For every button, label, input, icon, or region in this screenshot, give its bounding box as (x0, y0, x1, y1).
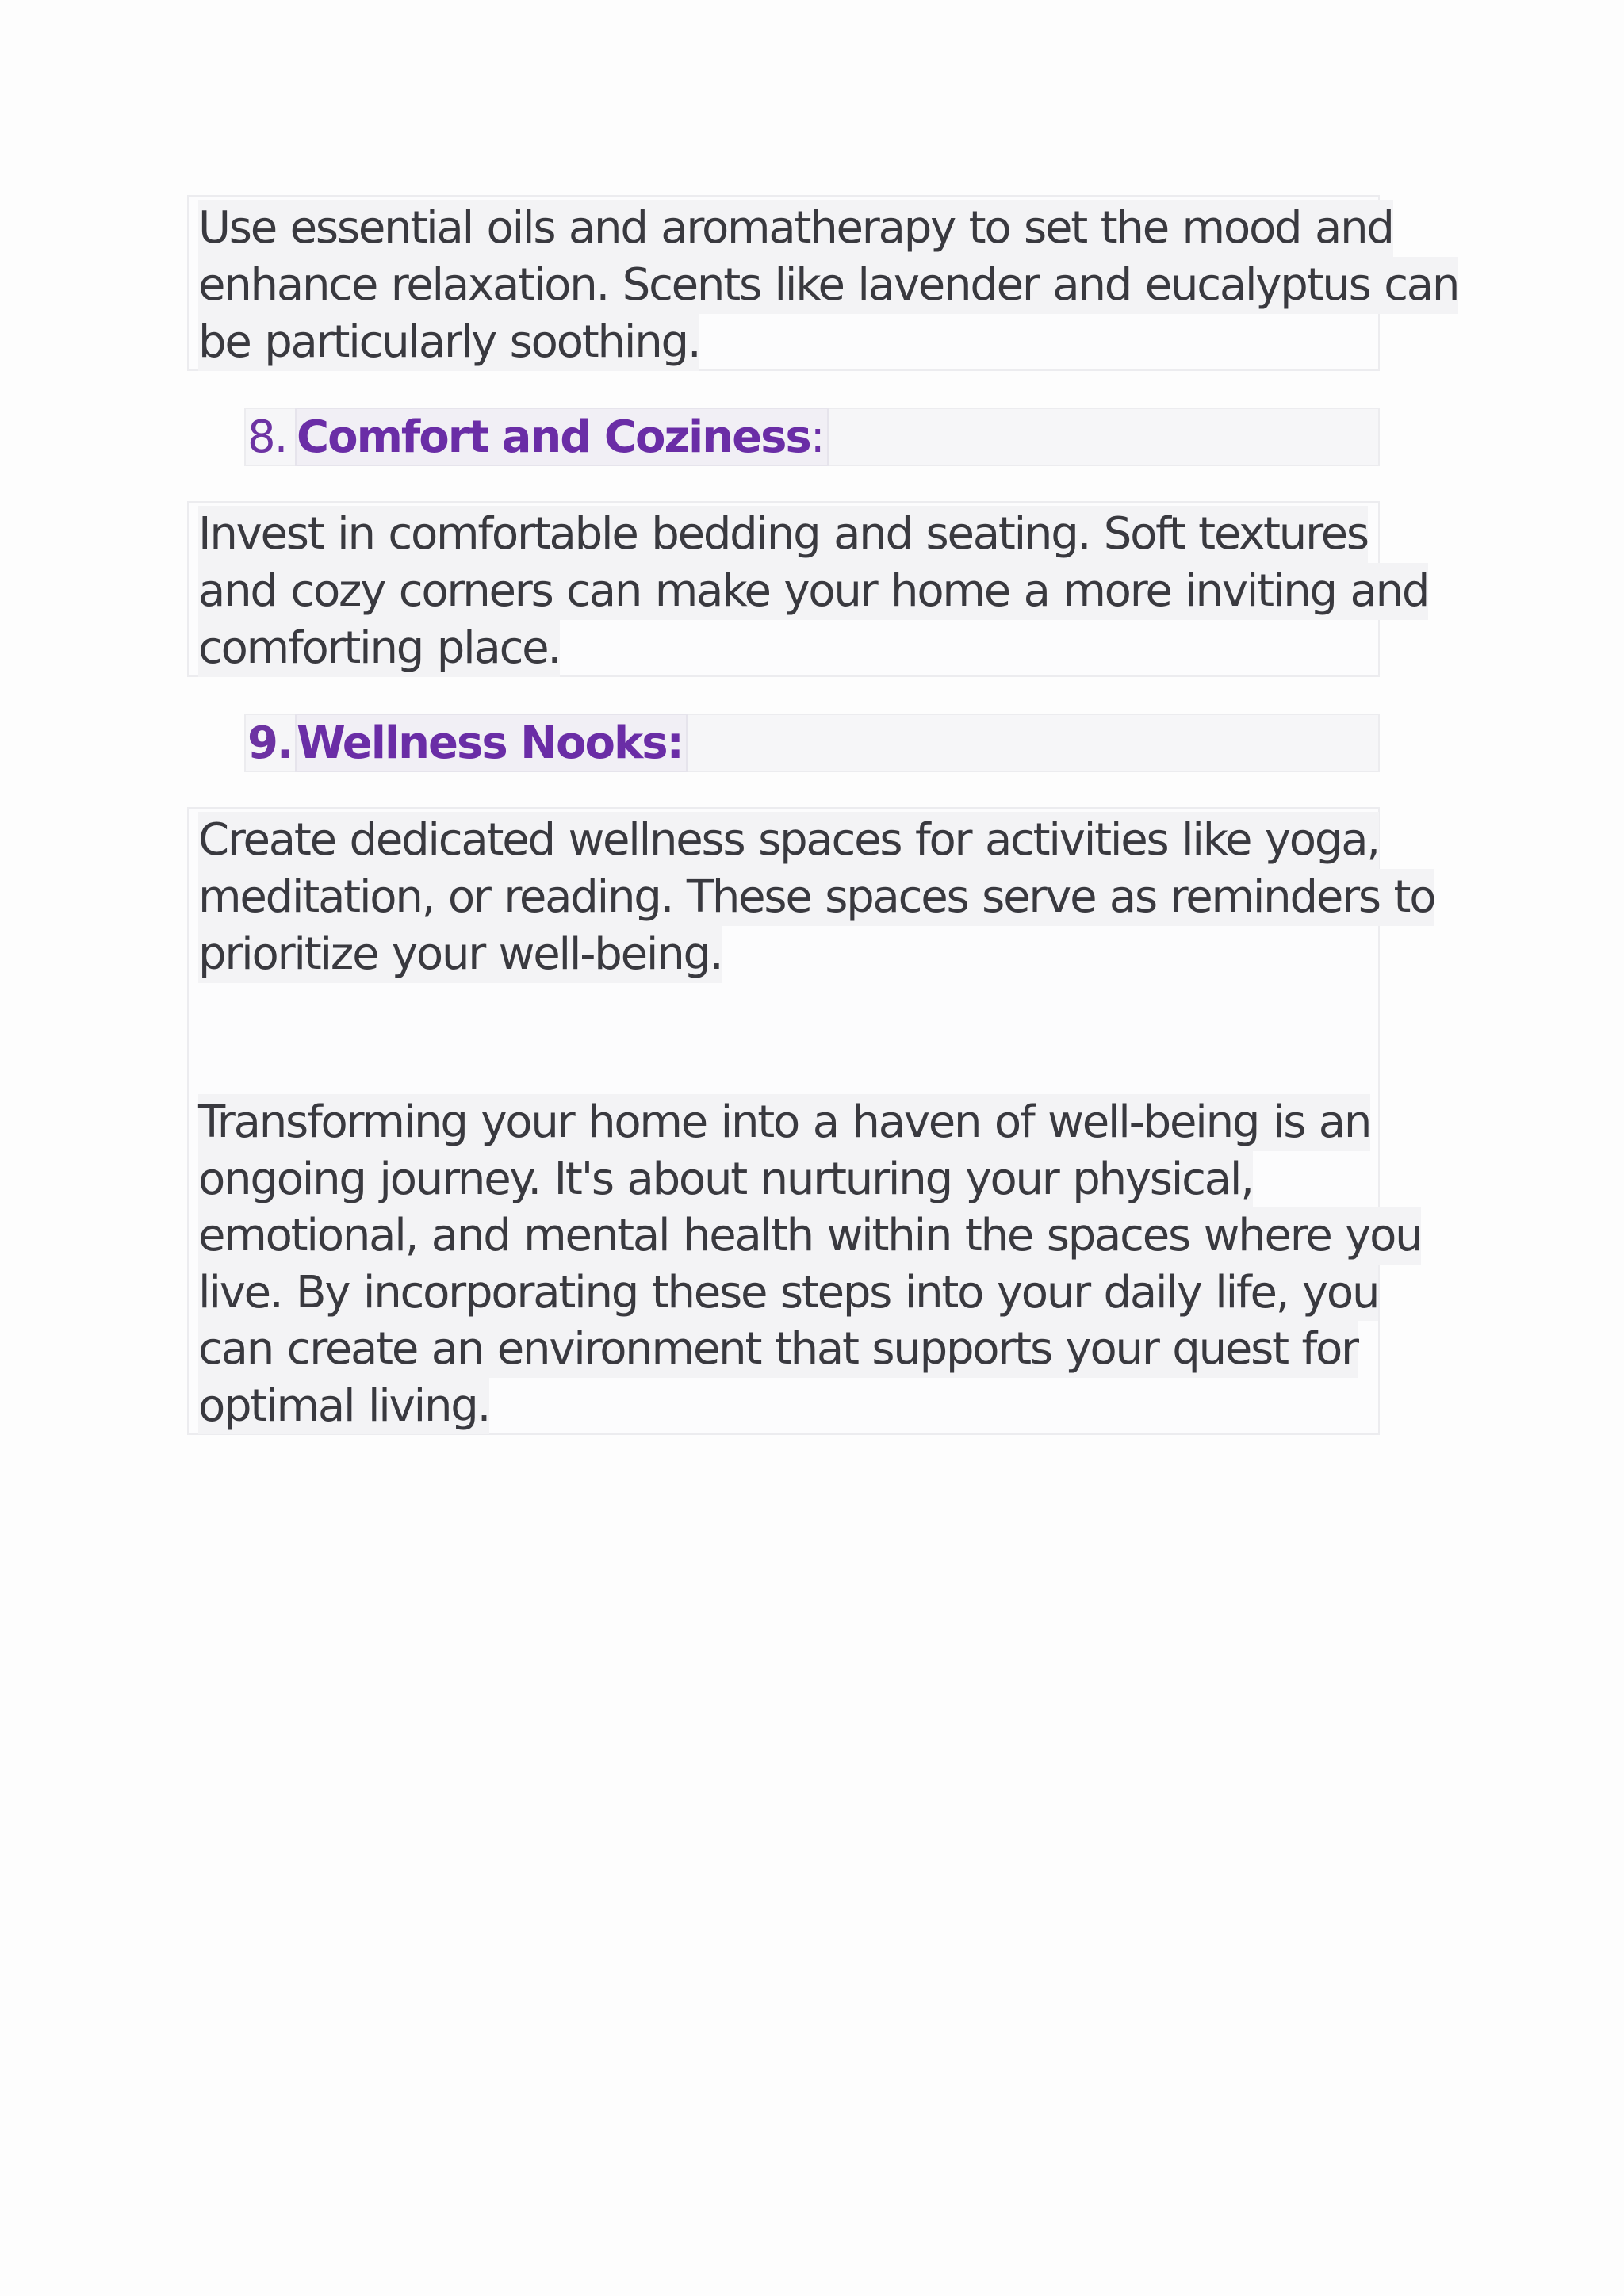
comfort-text-block (187, 501, 1429, 677)
paragraph-line: Use essential oils and aromatherapy to set the mood and (198, 200, 1393, 257)
aromatherapy-text-block (187, 195, 1459, 371)
comfort-paragraph (198, 506, 1429, 677)
paragraph-line: Invest in comfortable bedding and seating. Soft textures (198, 506, 1368, 563)
conclusion-paragraph (198, 1094, 1422, 1434)
paragraph-line: enhance relaxation. Scents like lavender and eucalyptus can (198, 257, 1458, 314)
wellness-text-block (187, 807, 1435, 1435)
paragraph-line: can create an environment that supports your quest for (198, 1321, 1358, 1378)
paragraph-line: prioritize your well-being. (198, 926, 722, 983)
paragraph-line: emotional, and mental health within the spaces where you (198, 1207, 1421, 1265)
paragraph-line: comforting place. (198, 620, 560, 677)
paragraph-line: Transforming your home into a haven of well-being is an (198, 1094, 1370, 1151)
section-heading-comfort (244, 408, 1380, 466)
list-number: 8. (247, 411, 287, 463)
paragraph-line: live. By incorporating these steps into your daily life, you (198, 1265, 1378, 1322)
aromatherapy-paragraph (198, 200, 1459, 371)
section-title: Wellness Nooks: (295, 714, 688, 772)
wellness-paragraph (198, 812, 1435, 983)
paragraph-line: optimal living. (198, 1378, 489, 1435)
list-number: 9. (247, 718, 293, 769)
paragraph-line: meditation, or reading. These spaces serve as reminders to (198, 869, 1434, 926)
section-title-colon: : (810, 411, 824, 463)
paragraph-line: Create dedicated wellness spaces for activities like yoga, (198, 812, 1379, 869)
section-title-text: Comfort and Coziness (297, 411, 810, 463)
section-heading-wellness (244, 714, 1380, 772)
section-title (295, 408, 829, 466)
paragraph-line: be particularly soothing. (198, 314, 699, 371)
paragraph-line: ongoing journey. It's about nurturing your physical, (198, 1151, 1253, 1208)
paragraph-line: and cozy corners can make your home a more inviting and (198, 563, 1428, 620)
